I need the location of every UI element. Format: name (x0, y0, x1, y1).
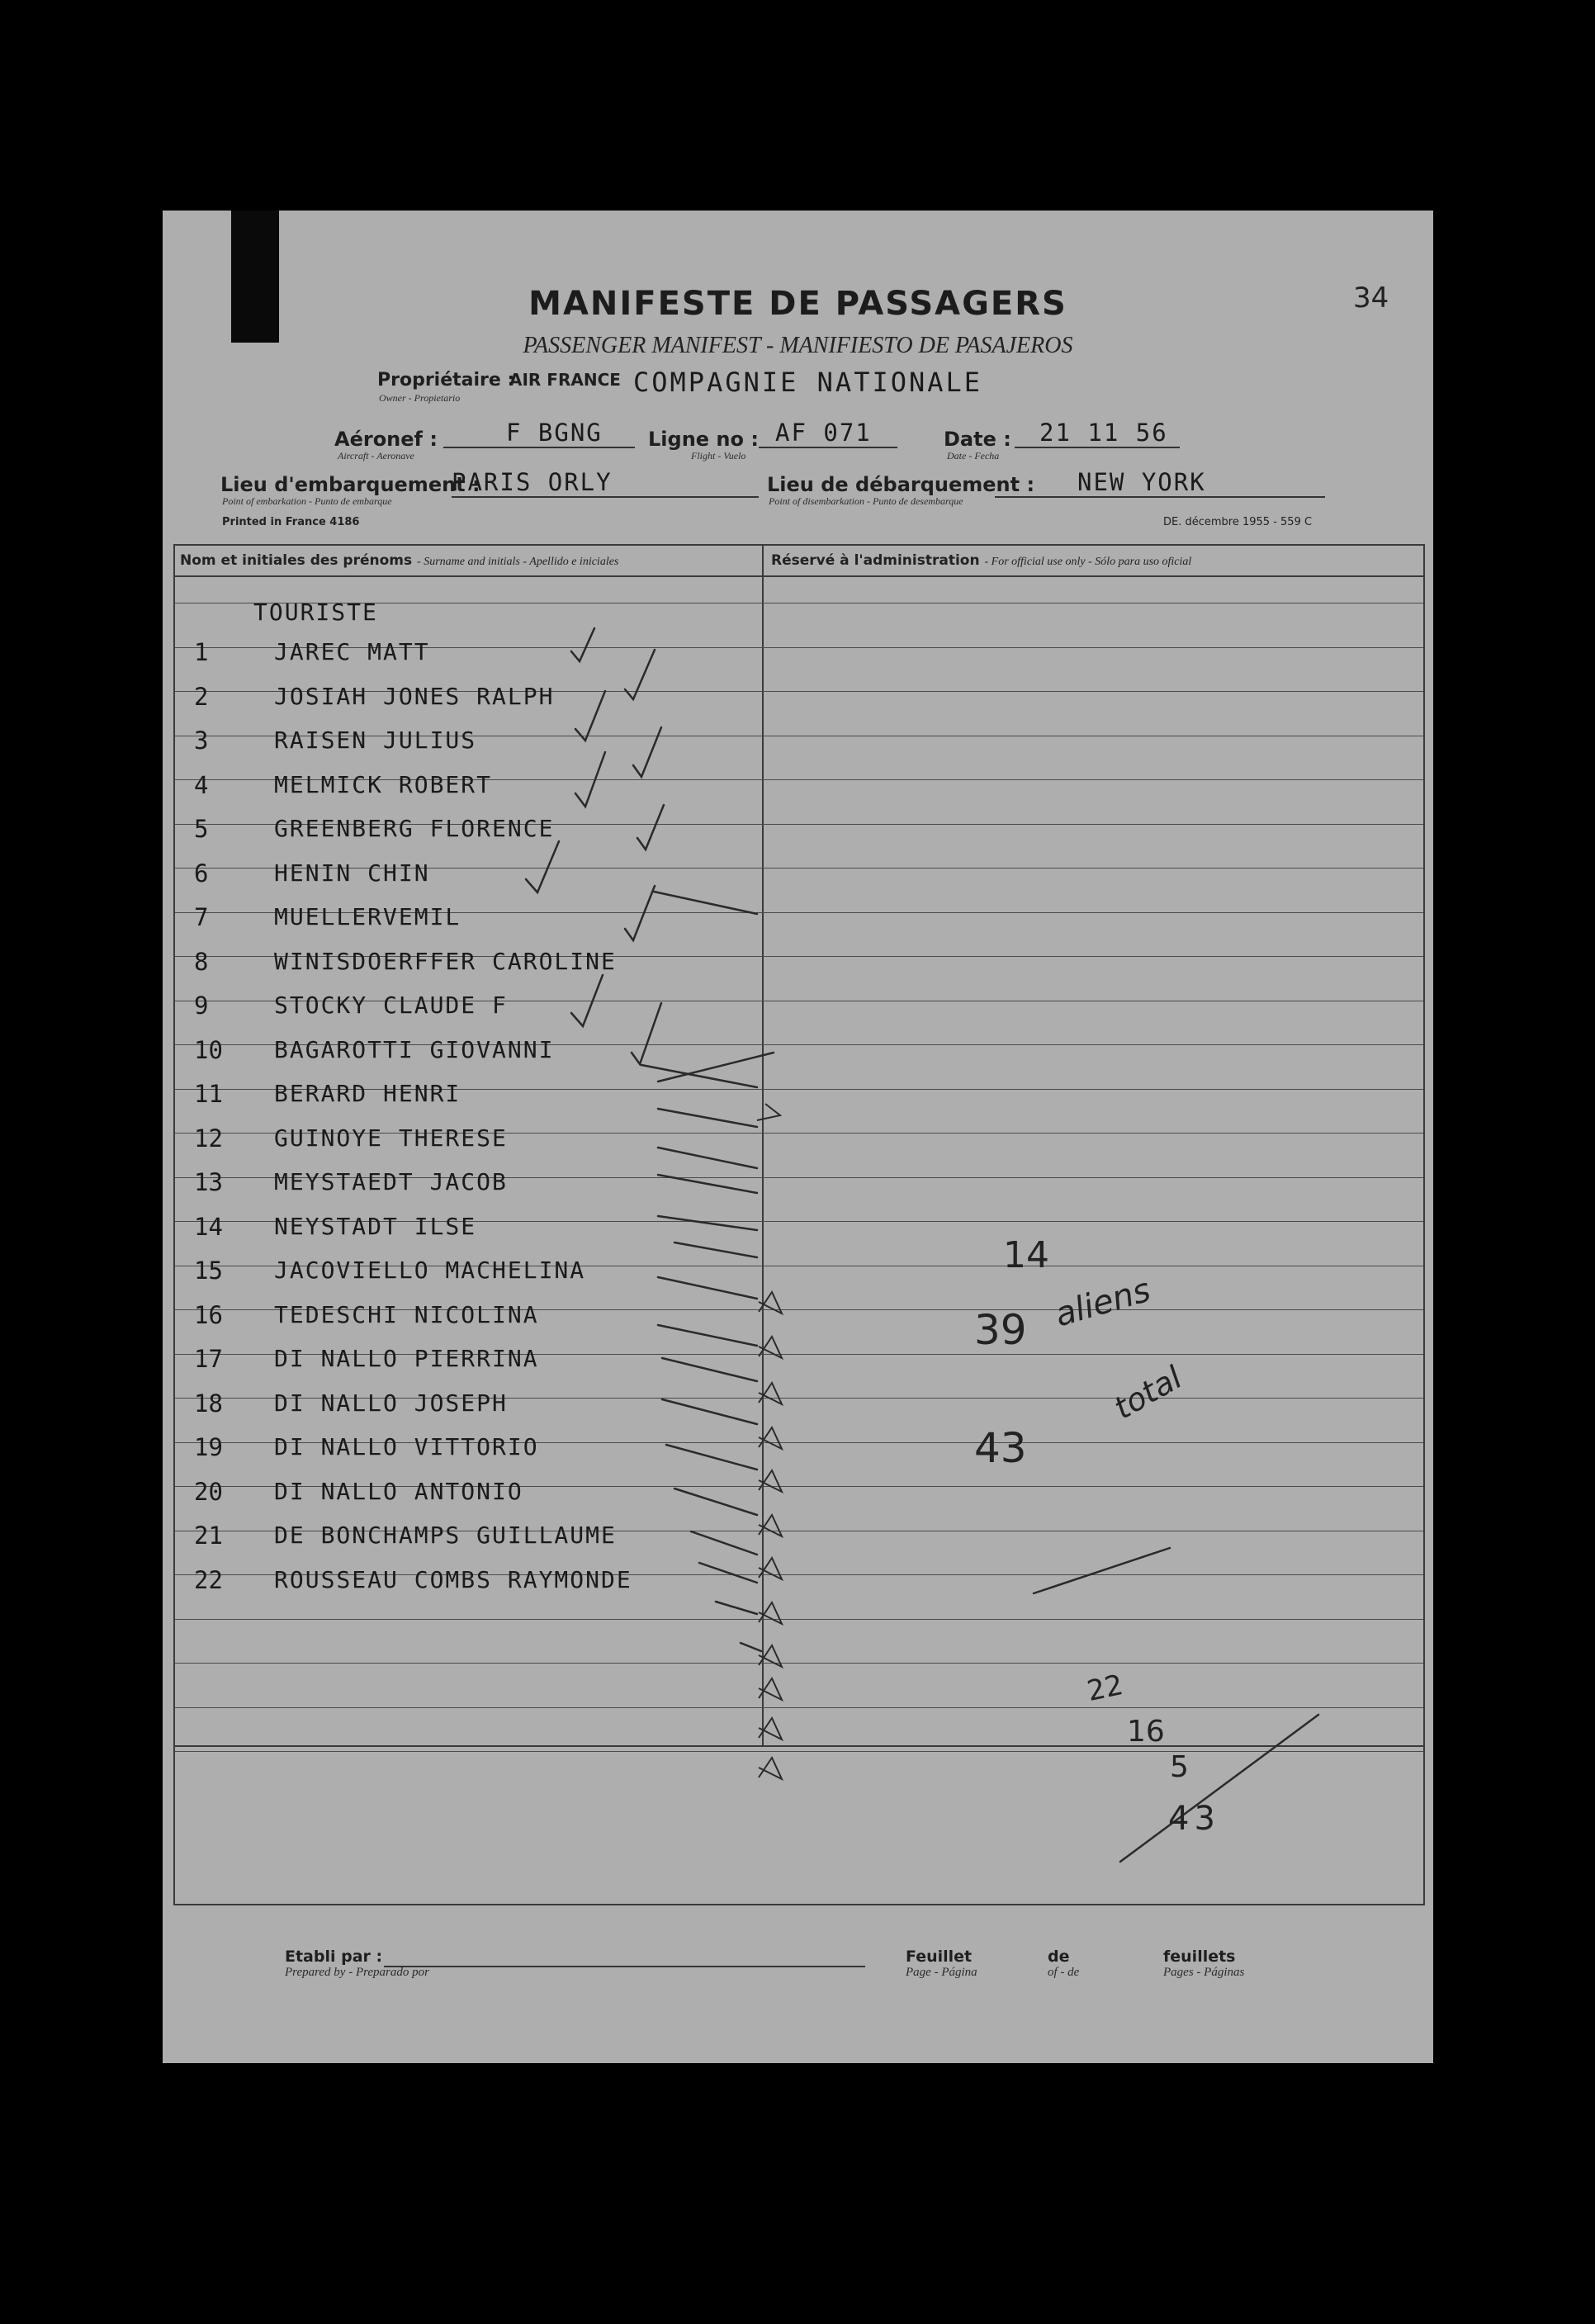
checkmark (625, 886, 655, 940)
strike-line (641, 1065, 757, 1087)
owner-typed: COMPAGNIE NATIONALE (633, 367, 983, 398)
passenger-number: 19 (194, 1433, 223, 1461)
passenger-number: 15 (194, 1257, 223, 1285)
passenger-name: TEDESCHI NICOLINA (274, 1300, 539, 1328)
owner-label: Propriétaire : (377, 370, 515, 390)
admin-mark (759, 1337, 782, 1358)
flight-value: AF 071 (759, 419, 897, 448)
page-number: 34 (1353, 282, 1389, 315)
passenger-name: JOSIAH JONES RALPH (274, 682, 555, 710)
note-39: 39 (974, 1306, 1027, 1354)
passenger-name: DI NALLO JOSEPH (274, 1389, 508, 1417)
class-label: TOURISTE (253, 599, 378, 626)
passenger-name: BAGAROTTI GIOVANNI (274, 1035, 555, 1063)
admin-mark (759, 1427, 782, 1449)
printed-note: Printed in France 4186 (222, 516, 360, 528)
passenger-name: NEYSTADT ILSE (274, 1212, 477, 1240)
checkmark (633, 727, 661, 777)
date-label: Date : (944, 428, 1011, 451)
passenger-name: BERARD HENRI (274, 1080, 461, 1107)
passenger-number: 8 (194, 947, 209, 976)
passenger-name: DE BONCHAMPS GUILLAUME (274, 1522, 617, 1549)
passenger-number: 16 (194, 1300, 223, 1329)
checkmark (637, 805, 664, 850)
note-total: total (1107, 1359, 1189, 1427)
checkmark (575, 752, 605, 807)
date-value: 21 11 56 (1015, 419, 1180, 448)
document-title: MANIFESTE DE PASSAGERS (528, 285, 1067, 323)
prepared-by-sub: Prepared by - Preparado por (285, 1966, 429, 1979)
aircraft-label: Aéronef : (334, 428, 438, 451)
prepared-by-label: Etabli par : (285, 1948, 383, 1966)
strike-line (741, 1643, 761, 1651)
document-subtitle: PASSENGER MANIFEST - MANIFIESTO DE PASAJEROS (523, 333, 1073, 358)
date-sub: Date - Fecha (947, 450, 1000, 461)
col-admin-header-text: Réservé à l'administration (771, 552, 980, 569)
col-admin-header-sub: - For official use only - Sólo para uso oficial (984, 556, 1192, 568)
checkmark (526, 841, 559, 892)
passenger-name: DI NALLO PIERRINA (274, 1345, 539, 1372)
strike-line (662, 1399, 757, 1424)
strike-line (1034, 1548, 1170, 1593)
sheet-sub: Page - Página (906, 1966, 977, 1979)
checkmark (571, 628, 594, 661)
admin-mark (759, 1602, 782, 1624)
passenger-number: 5 (194, 815, 209, 843)
disembark-value: NEW YORK (995, 468, 1325, 498)
passenger-name: JACOVIELLO MACHELINA (274, 1257, 586, 1284)
sheet-label: Feuillet (906, 1948, 973, 1966)
note-aliens: aliens (1050, 1271, 1155, 1335)
strike-line (716, 1602, 757, 1614)
passenger-name: MUELLERVEMIL (274, 903, 461, 930)
checkmark (575, 691, 605, 741)
handwritten-marks (163, 211, 1433, 2063)
tally-5: 5 (1170, 1750, 1189, 1784)
admin-mark (759, 1292, 782, 1313)
passenger-name: JAREC MATT (274, 638, 430, 665)
disembark-sub: Point of disembarkation - Punto de desembarque (769, 495, 963, 507)
admin-mark (759, 1470, 782, 1492)
passenger-number: 4 (194, 770, 209, 799)
note-43: 43 (974, 1424, 1027, 1472)
form-reference: DE. décembre 1955 - 559 C (1163, 516, 1313, 528)
strike-line (674, 1242, 757, 1257)
col-name-header-text: Nom et initiales des prénoms (180, 552, 413, 569)
admin-mark (757, 1104, 780, 1120)
strike-line (658, 1053, 774, 1082)
embark-label: Lieu d'embarquement : (220, 473, 480, 496)
embark-sub: Point of embarkation - Punto de embarque (222, 495, 392, 507)
of-sub: of - de (1048, 1966, 1080, 1979)
strike-line (658, 1109, 757, 1127)
passenger-number: 14 (194, 1212, 223, 1241)
passenger-name: RAISEN JULIUS (274, 727, 477, 754)
passenger-name: HENIN CHIN (274, 859, 430, 887)
strike-line (658, 1175, 757, 1193)
passenger-number: 18 (194, 1389, 223, 1418)
passenger-number: 2 (194, 682, 209, 711)
disembark-label: Lieu de débarquement : (767, 473, 1035, 496)
strike-line (658, 1216, 757, 1230)
passenger-name: DI NALLO VITTORIO (274, 1433, 539, 1460)
passenger-name: WINISDOERFFER CAROLINE (274, 947, 617, 975)
strike-line (699, 1563, 757, 1583)
strike-line (654, 892, 757, 914)
passenger-name: MELMICK ROBERT (274, 770, 493, 798)
manifest-sheet (163, 211, 1433, 2063)
passenger-name: ROUSSEAU COMBS RAYMONDE (274, 1565, 632, 1593)
strike-line (658, 1325, 757, 1346)
strike-line (674, 1489, 757, 1515)
embark-value: PARIS ORLY (452, 468, 759, 498)
tally-43: 43 (1168, 1800, 1220, 1838)
passenger-number: 11 (194, 1080, 223, 1108)
checkmark (632, 1003, 661, 1064)
passenger-number: 20 (194, 1477, 223, 1506)
passenger-number: 12 (194, 1124, 223, 1153)
strike-line (658, 1277, 757, 1299)
admin-mark (759, 1718, 782, 1739)
checkmark (625, 650, 655, 699)
passenger-name: DI NALLO ANTONIO (274, 1477, 523, 1505)
owner-sub: Owner - Propietario (379, 392, 461, 404)
note-14: 14 (1003, 1234, 1049, 1276)
admin-mark (759, 1758, 782, 1779)
passenger-number: 7 (194, 903, 209, 931)
tally-16: 16 (1127, 1715, 1165, 1749)
prepared-by-line (384, 1949, 865, 1967)
passenger-number: 17 (194, 1345, 223, 1373)
passenger-name: STOCKY CLAUDE F (274, 992, 508, 1019)
flight-sub: Flight - Vuelo (691, 450, 746, 461)
col-name-header-sub: - Surname and initials - Apellido e iniciales (417, 556, 619, 568)
sheets-sub: Pages - Páginas (1163, 1966, 1245, 1979)
sheets-label: feuillets (1163, 1948, 1236, 1966)
admin-mark (759, 1678, 782, 1700)
passenger-name: GREENBERG FLORENCE (274, 815, 555, 842)
passenger-number: 22 (194, 1565, 223, 1594)
passenger-number: 9 (194, 992, 209, 1020)
strike-line (658, 1148, 757, 1168)
admin-mark (759, 1645, 782, 1667)
passenger-number: 13 (194, 1168, 223, 1196)
passenger-number: 3 (194, 727, 209, 755)
checkmark (571, 975, 603, 1026)
flight-label: Ligne no : (648, 428, 759, 451)
passenger-name: MEYSTAEDT JACOB (274, 1168, 508, 1195)
passenger-name: GUINOYE THERESE (274, 1124, 508, 1152)
passenger-number: 1 (194, 638, 209, 666)
aircraft-value: F BGNG (443, 419, 635, 448)
strike-line (666, 1445, 757, 1470)
strike-line (662, 1358, 757, 1381)
admin-mark (759, 1383, 782, 1404)
binder-clip (231, 211, 279, 343)
owner-printed: AIR FRANCE (509, 370, 621, 390)
strike-line (691, 1531, 757, 1555)
aircraft-sub: Aircraft - Aeronave (338, 450, 414, 461)
admin-mark (759, 1558, 782, 1579)
admin-mark (759, 1515, 782, 1536)
tally-22: 22 (1084, 1668, 1126, 1709)
passenger-number: 21 (194, 1522, 223, 1550)
passenger-number: 6 (194, 859, 209, 887)
of-label: de (1048, 1948, 1070, 1966)
passenger-number: 10 (194, 1035, 223, 1064)
